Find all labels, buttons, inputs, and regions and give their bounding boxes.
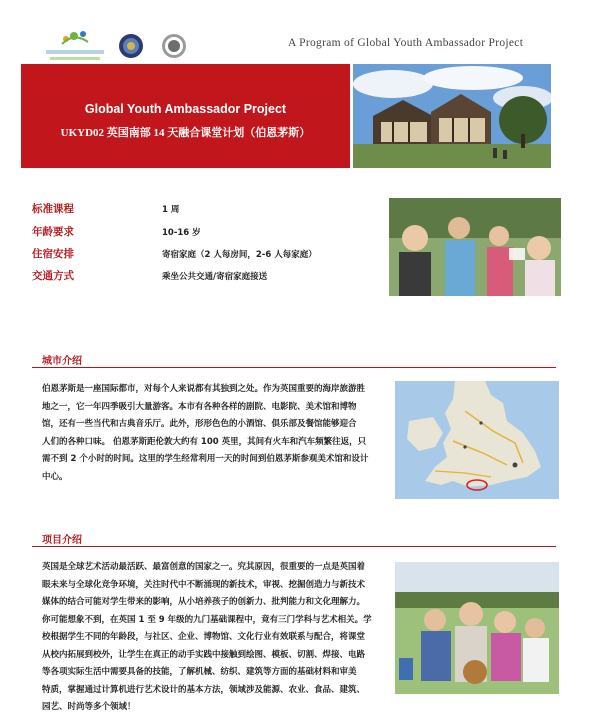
- info-value-age: 10-16 岁: [162, 228, 201, 238]
- info-value-transport: 乘坐公共交通/寄宿家庭接送: [162, 272, 268, 282]
- title-banner: [21, 64, 350, 168]
- tudor-house-photo: [353, 64, 551, 168]
- project-line: 等各项实际生活中需要具备的技能，了解机械、纺织、建筑等方面的基础材料和审美: [42, 667, 357, 677]
- banner-subtitle: UKYD02 英国南部 14 天融合课堂计划（伯恩茅斯）: [60, 127, 311, 139]
- city-line: 需不到 2 个小时的时间。这里的学生经常利用一天的时间到伯恩茅斯参观美术馆和设计: [42, 454, 369, 464]
- project-section-divider: [32, 546, 556, 547]
- seal-logo-grey: [161, 33, 187, 59]
- info-label-course: 标准课程: [32, 203, 74, 215]
- project-line: 从校内拓展到校外，让学生在真正的动手实践中接触到绘图、模板、切割、焊接、电路: [42, 649, 366, 660]
- info-label-transport: 交通方式: [32, 270, 74, 282]
- city-section-title: 城市介绍: [42, 356, 82, 367]
- project-description: [42, 559, 392, 717]
- project-line: 园艺、时尚等多个领域！: [42, 702, 136, 712]
- city-section-divider: [32, 367, 556, 368]
- info-label-age: 年龄要求: [32, 226, 74, 238]
- info-value-course: 1 周: [162, 205, 180, 215]
- project-line: 特质，掌握通过计算机进行艺术设计的基本方法，领域涉及能源、农业、食品、建筑、: [42, 684, 366, 695]
- project-line: 媒体的结合可能对学生带来的影响，从小培养孩子的创新力、批判能力和文化理解力。: [42, 597, 366, 607]
- group-photo: [395, 562, 559, 694]
- info-label-accommodation: 住宿安排: [32, 248, 74, 260]
- info-value-accommodation: 寄宿家庭（2 人每房间，2-6 人每家庭）: [162, 250, 317, 260]
- project-line: 你可能想象不到，在英国 1 至 9 年级的九门基础课程中，竟有三门学科与艺术相关。学: [42, 614, 372, 625]
- city-line: 地之一，它一年四季吸引大量游客。本市有各种各样的剧院、电影院、美术馆和博物: [42, 401, 357, 412]
- students-photo: [389, 198, 561, 296]
- city-line: 伯恩茅斯是一座国际都市，对每个人来说都有其独到之处。作为英国重要的海岸旅游胜: [42, 384, 366, 394]
- project-line: 眼未来与全球化竞争环境，关注时代中不断涌现的新技术，审视、挖掘创造力与新技术: [42, 579, 366, 590]
- project-line: 英国是全球艺术活动最活跃、最富创意的国家之一。究其原因，很重要的一点是英国着: [42, 562, 366, 572]
- global-youth-logo: [44, 26, 106, 66]
- city-description: [42, 381, 390, 486]
- project-line: 校根据学生不同的年龄段，与社区、企业、博物馆、文化行业有效联系与配合，将课堂: [42, 632, 366, 642]
- banner-title: Global Youth Ambassador Project: [84, 102, 287, 116]
- seal-logo-blue: [118, 33, 144, 59]
- program-tagline: A Program of Global Youth Ambassador Project: [288, 37, 524, 49]
- england-map: [395, 381, 559, 499]
- city-line: 中心。: [42, 471, 68, 482]
- city-line: 馆，还有一些当代和古典音乐厅。此外，形形色色的小酒馆、俱乐部及餐馆能够迎合: [42, 419, 357, 429]
- city-line: 人们的各种口味。 伯恩茅斯距伦敦大约有 100 英里，其间有火车和汽车频繁往返，只: [42, 436, 367, 447]
- project-section-title: 项目介绍: [42, 535, 82, 546]
